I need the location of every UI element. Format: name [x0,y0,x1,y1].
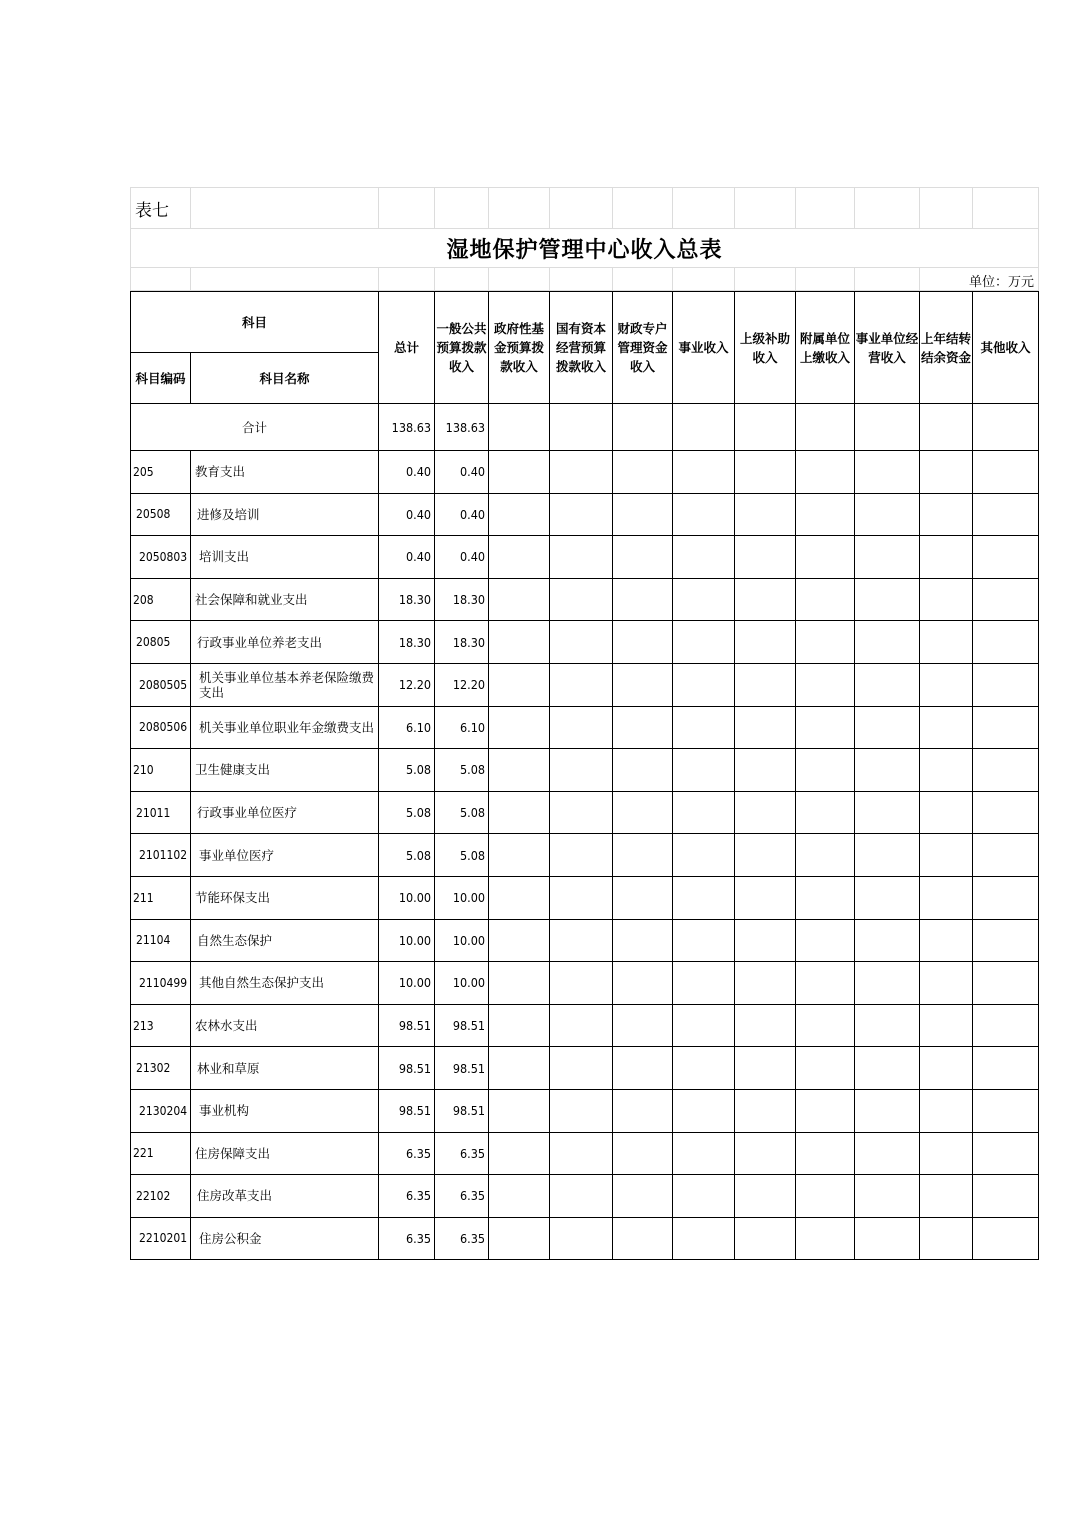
row-general: 10.00 [435,919,489,962]
table-row [131,749,1039,792]
row-code: 2080506 [131,706,191,749]
row-total: 0.40 [379,493,435,536]
empty-cell [673,1175,735,1218]
row-name: 进修及培训 [191,493,379,536]
empty-cell [550,536,613,579]
empty-cell [735,1004,796,1047]
table-row [131,1132,1039,1175]
empty-cell [796,919,855,962]
header-subject: 科目 [131,292,379,353]
row-general: 6.35 [435,1132,489,1175]
empty-cell [920,451,973,494]
row-general: 5.08 [435,749,489,792]
row-general: 5.08 [435,834,489,877]
header-business: 事业收入 [673,292,735,404]
table-row [131,1047,1039,1090]
row-name: 事业机构 [191,1089,379,1132]
row-general: 6.35 [435,1217,489,1260]
empty-cell [613,1132,673,1175]
empty-cell [855,1132,920,1175]
empty-cell [550,919,613,962]
empty-cell [920,919,973,962]
row-code: 2050803 [131,536,191,579]
empty-cell [796,876,855,919]
row-total: 6.35 [379,1175,435,1218]
empty-cell [550,1047,613,1090]
empty-cell [673,493,735,536]
row-name: 住房保障支出 [191,1132,379,1175]
empty-cell [973,1132,1039,1175]
empty-cell [673,834,735,877]
row-code: 205 [131,451,191,494]
empty-cell [973,493,1039,536]
row-name: 行政事业单位养老支出 [191,621,379,664]
empty-cell [796,663,855,706]
empty-cell [796,1217,855,1260]
empty-cell [550,493,613,536]
table-row [131,791,1039,834]
empty-cell [550,1089,613,1132]
empty-cell [489,493,550,536]
empty-cell [673,919,735,962]
empty-cell [973,962,1039,1005]
row-code: 213 [131,1004,191,1047]
empty-cell [550,1004,613,1047]
empty-cell [735,962,796,1005]
empty-cell [920,1089,973,1132]
header-superior-subsidy: 上级补助收入 [735,292,796,404]
empty-cell [613,621,673,664]
row-code: 221 [131,1132,191,1175]
page-title: 湿地保护管理中心收入总表 [131,229,1039,268]
row-name: 事业单位医疗 [191,834,379,877]
total-value: 138.63 [379,404,435,451]
empty-cell [550,1217,613,1260]
total-general-value: 138.63 [435,404,489,451]
empty-cell [855,962,920,1005]
empty-cell [973,536,1039,579]
header-state-capital: 国有资本经营预算拨款收入 [550,292,613,404]
empty-cell [796,749,855,792]
empty-cell [489,876,550,919]
empty-cell [489,578,550,621]
income-table [130,291,1039,1260]
empty-cell [673,663,735,706]
row-name: 机关事业单位基本养老保险缴费支出 [191,663,379,706]
row-code: 2080505 [131,663,191,706]
header-special-account: 财政专户管理资金收入 [613,292,673,404]
empty-cell [920,962,973,1005]
row-general: 18.30 [435,578,489,621]
sheet-header-grid [130,187,1039,291]
empty-cell [735,749,796,792]
empty-cell [550,876,613,919]
empty-cell [673,791,735,834]
empty-cell [735,706,796,749]
empty-cell [855,493,920,536]
header-operating: 事业单位经营收入 [855,292,920,404]
empty-cell [855,876,920,919]
row-total: 18.30 [379,621,435,664]
header-gov-fund: 政府性基金预算拨款收入 [489,292,550,404]
table-row [131,663,1039,706]
header-carryover: 上年结转结余资金 [920,292,973,404]
row-general: 10.00 [435,962,489,1005]
row-code: 2130204 [131,1089,191,1132]
empty-cell [613,1004,673,1047]
table-row [131,1175,1039,1218]
empty-cell [489,791,550,834]
empty-cell [735,1047,796,1090]
empty-cell [550,621,613,664]
empty-cell [735,663,796,706]
empty-cell [489,706,550,749]
row-general: 98.51 [435,1089,489,1132]
row-total: 10.00 [379,962,435,1005]
empty-cell [735,578,796,621]
empty-cell [489,749,550,792]
empty-cell [673,876,735,919]
unit-label: 单位：万元 [920,268,1039,291]
empty-cell [796,493,855,536]
table-row [131,451,1039,494]
empty-cell [920,834,973,877]
table-row [131,1089,1039,1132]
empty-cell [796,706,855,749]
empty-cell [920,1047,973,1090]
empty-cell [973,919,1039,962]
empty-cell [855,578,920,621]
empty-cell [550,578,613,621]
header-general-budget: 一般公共预算拨款收入 [435,292,489,404]
empty-cell [973,1175,1039,1218]
row-name: 自然生态保护 [191,919,379,962]
table-row [131,834,1039,877]
empty-cell [613,493,673,536]
empty-cell [613,791,673,834]
row-code: 211 [131,876,191,919]
empty-cell [735,919,796,962]
empty-cell [855,1047,920,1090]
empty-cell [973,1089,1039,1132]
empty-cell [973,834,1039,877]
empty-cell [920,1132,973,1175]
empty-cell [920,749,973,792]
header-other: 其他收入 [973,292,1039,404]
row-code: 208 [131,578,191,621]
empty-cell [489,1132,550,1175]
total-label: 合计 [131,404,379,451]
row-total: 98.51 [379,1004,435,1047]
empty-cell [735,1217,796,1260]
empty-cell [550,663,613,706]
empty-cell [973,1004,1039,1047]
row-code: 2101102 [131,834,191,877]
row-code: 2210201 [131,1217,191,1260]
empty-cell [855,706,920,749]
empty-cell [973,663,1039,706]
empty-cell [673,451,735,494]
empty-cell [673,621,735,664]
empty-cell [550,749,613,792]
table-row [131,536,1039,579]
empty-cell [489,1089,550,1132]
table-row [131,876,1039,919]
empty-cell [550,451,613,494]
row-name: 卫生健康支出 [191,749,379,792]
empty-cell [973,621,1039,664]
row-name: 培训支出 [191,536,379,579]
row-name: 节能环保支出 [191,876,379,919]
table-row [131,706,1039,749]
row-total: 10.00 [379,919,435,962]
empty-cell [796,1132,855,1175]
empty-cell [613,919,673,962]
empty-cell [920,621,973,664]
empty-cell [973,451,1039,494]
empty-cell [673,1004,735,1047]
empty-cell [735,536,796,579]
row-name: 机关事业单位职业年金缴费支出 [191,706,379,749]
empty-cell [489,1047,550,1090]
empty-cell [796,1175,855,1218]
empty-cell [855,663,920,706]
empty-cell [673,1089,735,1132]
empty-cell [673,1217,735,1260]
empty-cell [973,749,1039,792]
empty-cell [855,451,920,494]
empty-cell [920,1175,973,1218]
empty-cell [489,451,550,494]
empty-cell [920,663,973,706]
table-label: 表七 [131,188,191,229]
row-name: 林业和草原 [191,1047,379,1090]
table-row [131,621,1039,664]
row-general: 6.35 [435,1175,489,1218]
empty-cell [735,876,796,919]
empty-cell [796,834,855,877]
row-code: 22102 [131,1175,191,1218]
empty-cell [920,791,973,834]
empty-cell [973,791,1039,834]
row-total: 5.08 [379,834,435,877]
empty-cell [550,962,613,1005]
empty-cell [613,536,673,579]
row-code: 2110499 [131,962,191,1005]
row-general: 6.10 [435,706,489,749]
empty-cell [613,1089,673,1132]
row-name: 社会保障和就业支出 [191,578,379,621]
empty-cell [796,621,855,664]
empty-cell [550,834,613,877]
empty-cell [735,451,796,494]
row-name: 农林水支出 [191,1004,379,1047]
empty-cell [735,1175,796,1218]
row-code: 21011 [131,791,191,834]
empty-cell [735,621,796,664]
empty-cell [920,1004,973,1047]
row-total: 98.51 [379,1047,435,1090]
empty-cell [855,834,920,877]
empty-cell [489,621,550,664]
empty-cell [796,1089,855,1132]
empty-cell [796,536,855,579]
header-subject-code: 科目编码 [131,353,191,404]
empty-cell [735,1132,796,1175]
row-general: 5.08 [435,791,489,834]
empty-cell [489,834,550,877]
empty-cell [613,1175,673,1218]
row-name: 其他自然生态保护支出 [191,962,379,1005]
empty-cell [855,1217,920,1260]
empty-cell [796,578,855,621]
row-general: 18.30 [435,621,489,664]
empty-cell [613,1217,673,1260]
row-total: 5.08 [379,791,435,834]
empty-cell [735,834,796,877]
empty-cell [855,1004,920,1047]
empty-cell [920,493,973,536]
row-total: 5.08 [379,749,435,792]
empty-cell [973,706,1039,749]
empty-cell [489,1217,550,1260]
row-name: 行政事业单位医疗 [191,791,379,834]
empty-cell [920,536,973,579]
row-code: 21104 [131,919,191,962]
empty-cell [973,1217,1039,1260]
row-general: 0.40 [435,451,489,494]
empty-cell [855,621,920,664]
table-row [131,962,1039,1005]
table-row [131,578,1039,621]
row-total: 0.40 [379,451,435,494]
row-general: 12.20 [435,663,489,706]
row-code: 20805 [131,621,191,664]
table-row [131,1217,1039,1260]
row-general: 0.40 [435,493,489,536]
empty-cell [796,791,855,834]
empty-cell [489,962,550,1005]
empty-cell [673,1132,735,1175]
row-total: 98.51 [379,1089,435,1132]
empty-cell [489,536,550,579]
empty-cell [673,706,735,749]
table-row [131,1004,1039,1047]
empty-cell [550,791,613,834]
empty-cell [613,876,673,919]
empty-cell [613,834,673,877]
income-summary-sheet [130,187,1038,1260]
header-total: 总计 [379,292,435,404]
empty-cell [489,919,550,962]
empty-cell [855,1089,920,1132]
empty-cell [920,1217,973,1260]
empty-cell [920,578,973,621]
row-general: 10.00 [435,876,489,919]
empty-cell [973,578,1039,621]
row-total: 0.40 [379,536,435,579]
empty-cell [550,706,613,749]
empty-cell [673,1047,735,1090]
row-total: 12.20 [379,663,435,706]
empty-cell [735,1089,796,1132]
row-general: 98.51 [435,1047,489,1090]
empty-cell [489,1004,550,1047]
row-code: 21302 [131,1047,191,1090]
row-general: 98.51 [435,1004,489,1047]
empty-cell [613,578,673,621]
empty-cell [613,749,673,792]
empty-cell [613,962,673,1005]
empty-cell [855,1175,920,1218]
empty-cell [920,706,973,749]
empty-cell [796,962,855,1005]
empty-cell [673,749,735,792]
table-row [131,919,1039,962]
row-total: 6.35 [379,1217,435,1260]
empty-cell [613,451,673,494]
empty-cell [613,1047,673,1090]
empty-cell [550,1175,613,1218]
row-total: 10.00 [379,876,435,919]
header-affiliated: 附属单位上缴收入 [796,292,855,404]
empty-cell [673,962,735,1005]
empty-cell [796,1004,855,1047]
empty-cell [673,536,735,579]
empty-cell [855,749,920,792]
empty-cell [973,1047,1039,1090]
row-code: 210 [131,749,191,792]
empty-cell [613,663,673,706]
row-total: 6.35 [379,1132,435,1175]
empty-cell [735,791,796,834]
empty-cell [855,536,920,579]
row-code: 20508 [131,493,191,536]
empty-cell [855,791,920,834]
empty-cell [796,1047,855,1090]
header-subject-name: 科目名称 [191,353,379,404]
row-total: 18.30 [379,578,435,621]
empty-cell [855,919,920,962]
empty-cell [973,876,1039,919]
row-general: 0.40 [435,536,489,579]
empty-cell [735,493,796,536]
empty-cell [673,578,735,621]
empty-cell [489,663,550,706]
empty-cell [613,706,673,749]
row-total: 6.10 [379,706,435,749]
empty-cell [920,876,973,919]
row-name: 住房改革支出 [191,1175,379,1218]
row-name: 住房公积金 [191,1217,379,1260]
table-row [131,493,1039,536]
empty-cell [796,451,855,494]
total-row [131,404,1039,451]
row-name: 教育支出 [191,451,379,494]
empty-cell [489,1175,550,1218]
empty-cell [550,1132,613,1175]
